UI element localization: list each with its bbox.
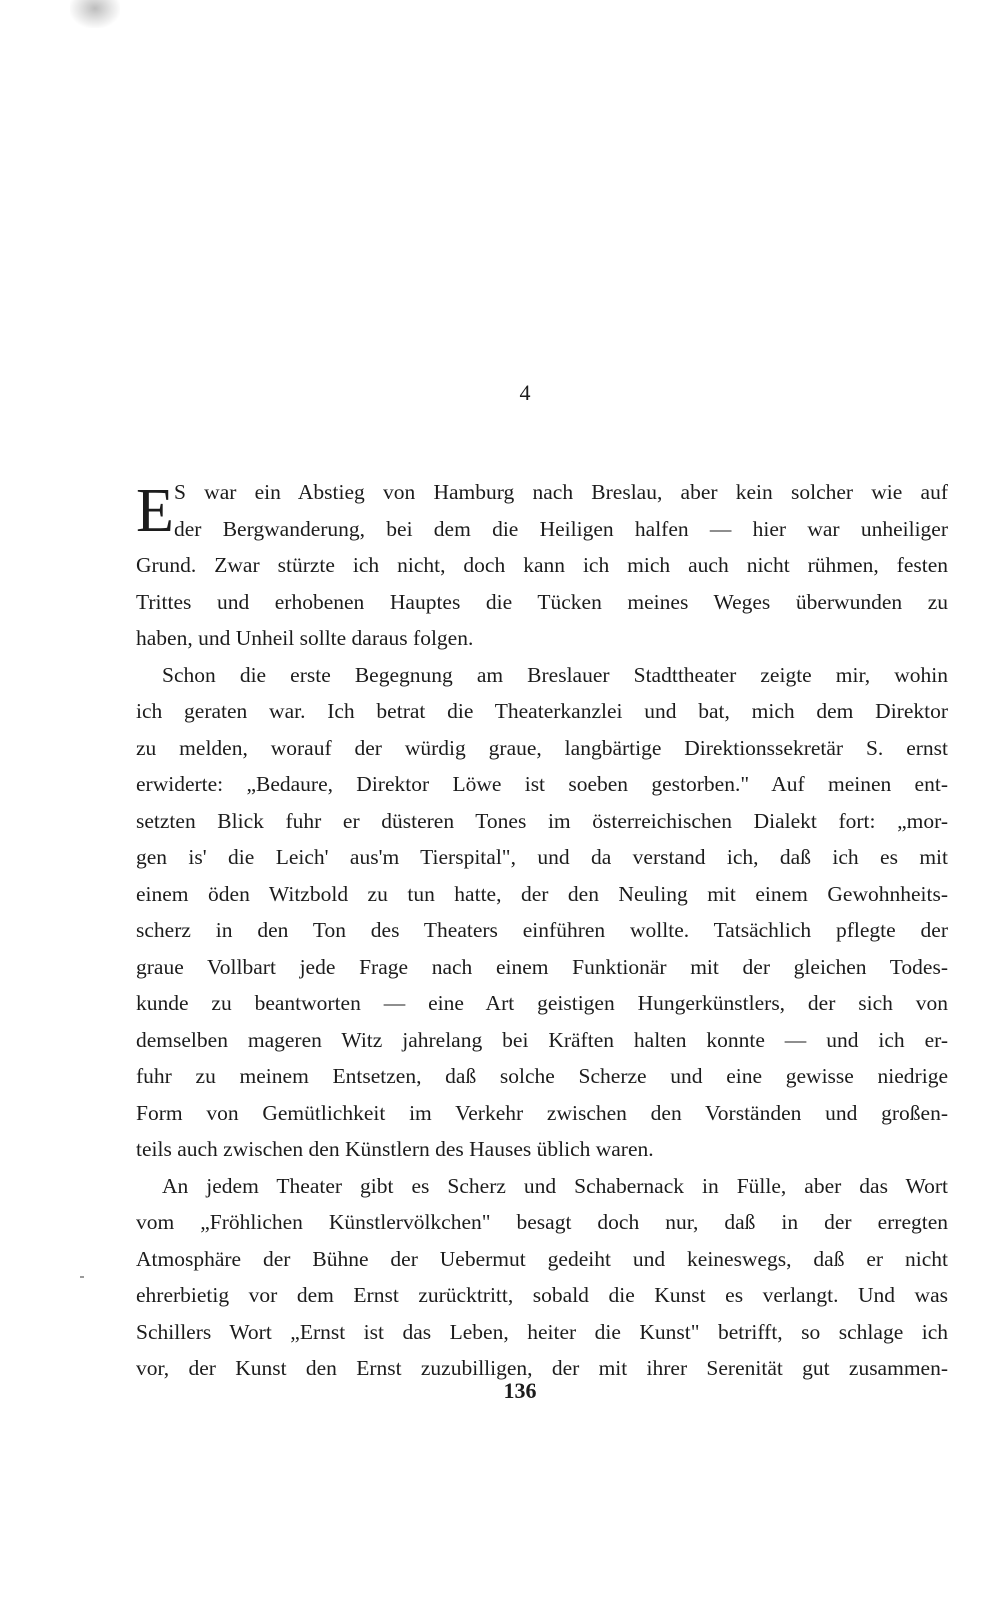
text-line: haben, und Unheil sollte daraus folgen. [136, 626, 474, 650]
text-line: graue Vollbart jede Frage nach einem Funktionär mit der gleichen Todes- [136, 954, 948, 979]
drop-cap: E [136, 477, 174, 545]
margin-mark [80, 1276, 84, 1278]
text-line: Trittes und erhobenen Hauptes die Tücken meines Weges überwunden zu [136, 589, 948, 614]
text-line: An jedem Theater gibt es Scherz und Schabernack in Fülle, aber das Wort [162, 1173, 948, 1198]
text-line: ich geraten war. Ich betrat die Theaterkanzlei und bat, mich dem Direktor [136, 699, 948, 723]
text-line: einem öden Witzbold zu tun hatte, der den Neuling mit einem Gewohnheits- [136, 881, 948, 906]
text-line: Grund. Zwar stürzte ich nicht, doch kann ich mich auch nicht rühmen, festen [136, 553, 948, 577]
text-line: ehrerbietig vor dem Ernst zurücktritt, sobald die Kunst es verlangt. Und was [136, 1283, 948, 1307]
text-line: Schillers Wort „Ernst ist das Leben, heiter die Kunst" betrifft, so schlage ich [136, 1319, 948, 1344]
text-line: gen is' die Leich' aus'm Tierspital", und da verstand ich, daß ich es mit [136, 845, 948, 869]
text-line: vom „Fröhlichen Künstlervölkchen" besagt doch nur, daß in der erregten [136, 1210, 948, 1234]
text-line: Schon die erste Begegnung am Breslauer Stadttheater zeigte mir, wohin [162, 662, 948, 687]
text-line: kunde zu beantworten — eine Art geistigen Hungerkünstlers, der sich von [136, 991, 948, 1015]
scan-smudge [70, 0, 120, 28]
text-line: scherz in den Ton des Theaters einführen wollte. Tatsächlich pflegte der [136, 918, 948, 942]
text-line: S war ein Abstieg von Hamburg nach Breslau, aber kein solcher wie auf [174, 480, 948, 504]
text-line: erwiderte: „Bedaure, Direktor Löwe ist soeben gestorben." Auf meinen ent- [136, 772, 948, 796]
text-line: vor, der Kunst den Ernst zuzubilligen, der mit ihrer Serenität gut zusammen- [136, 1356, 948, 1380]
text-line: zu melden, worauf der würdig graue, langbärtige Direktionssekretär S. ernst [136, 735, 948, 760]
text-line: setzten Blick fuhr er düsteren Tones im österreichischen Dialekt fort: „mor- [136, 808, 948, 833]
text-line: Atmosphäre der Bühne der Uebermut gedeiht und keineswegs, daß er nicht [136, 1246, 948, 1271]
text-line: fuhr zu meinem Entsetzen, daß solche Scherze und eine gewisse niedrige [136, 1064, 948, 1088]
page-number: 136 [503, 1378, 537, 1403]
text-line: teils auch zwischen den Künstlern des Hauses üblich waren. [136, 1137, 654, 1161]
text-line: Form von Gemütlichkeit im Verkehr zwischen den Vorständen und großen- [136, 1100, 948, 1125]
text-line: demselben mageren Witz jahrelang bei Kräften halten konnte — und ich er- [136, 1027, 948, 1052]
body-text [136, 474, 948, 1387]
chapter-number: 4 [519, 380, 531, 405]
text-line: der Bergwanderung, bei dem die Heiligen halfen — hier war unheiliger [174, 516, 948, 541]
